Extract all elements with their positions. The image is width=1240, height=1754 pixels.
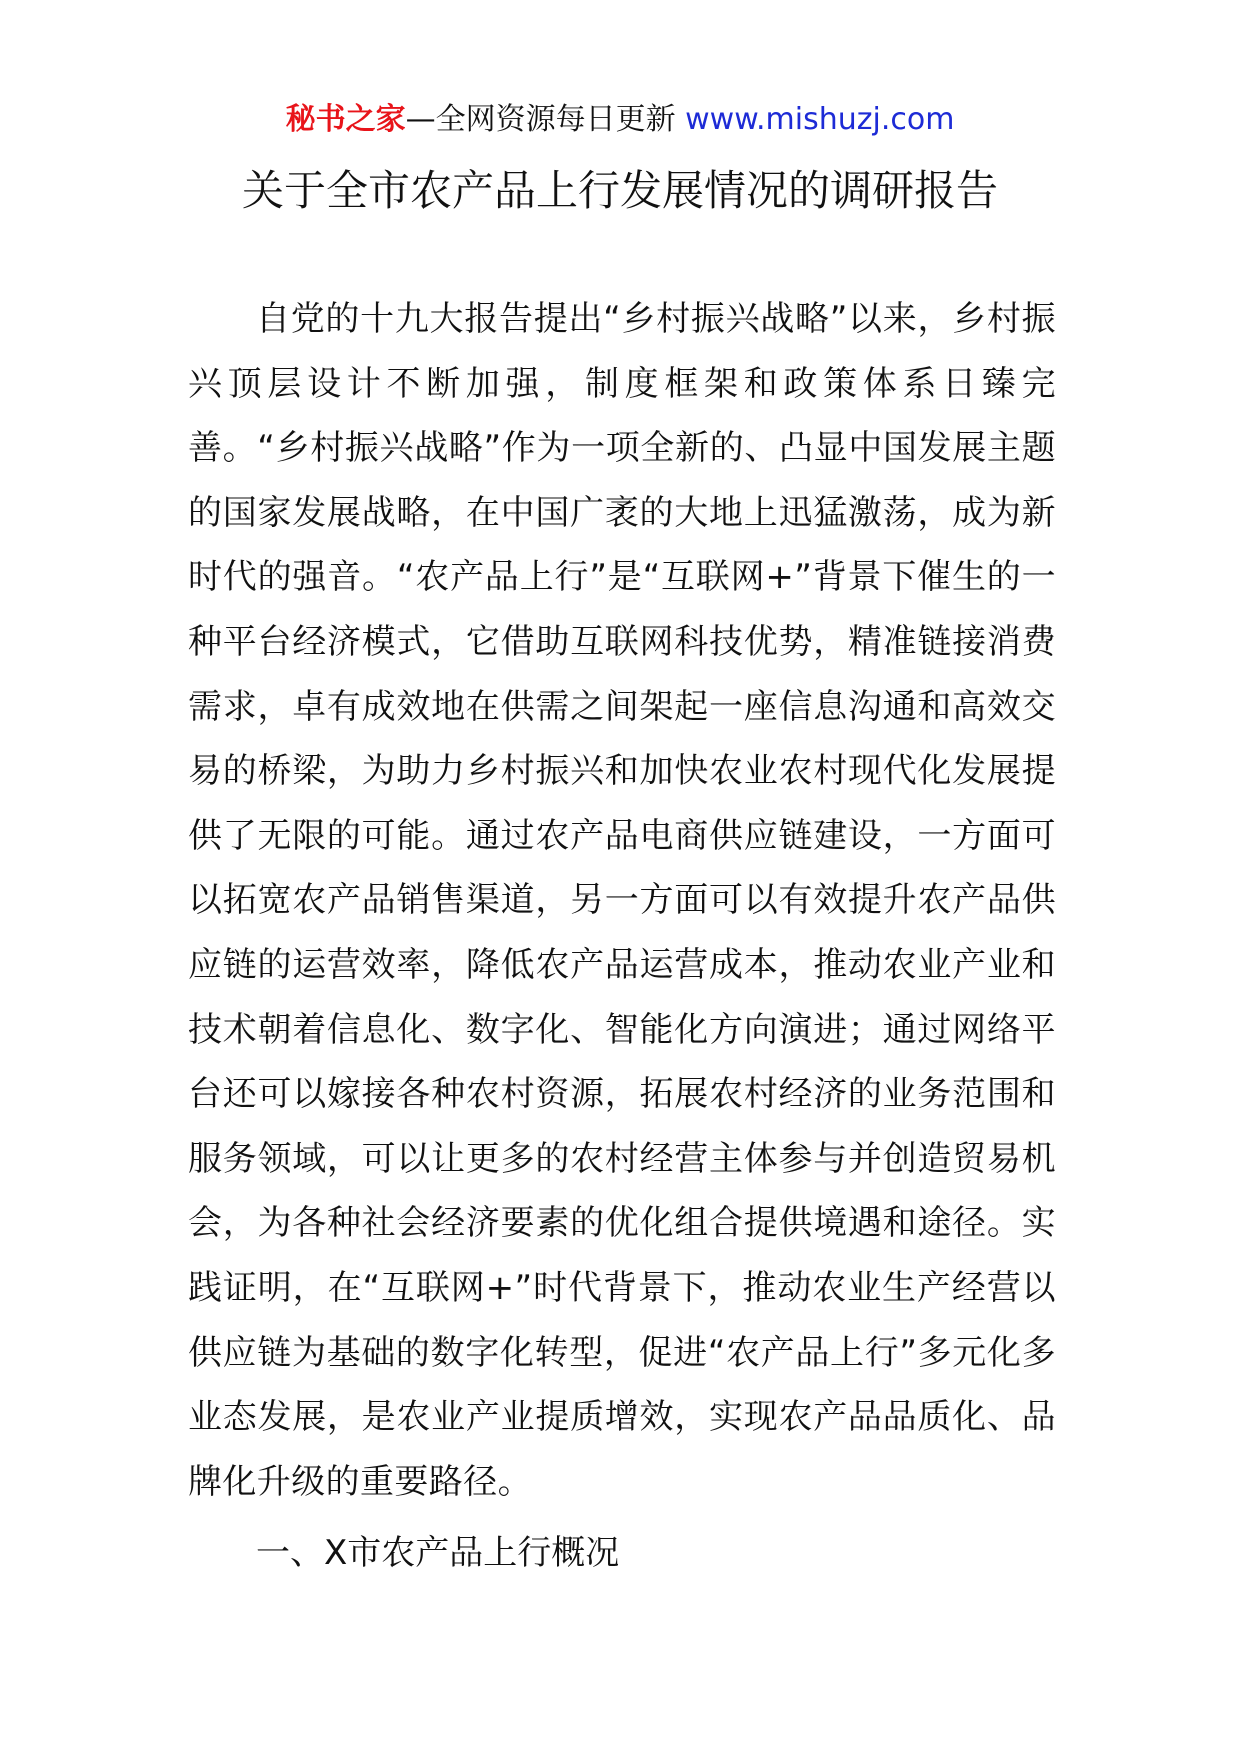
site-tagline: —全网资源每日更新 (405, 102, 686, 137)
site-url-link[interactable]: www.mishuzj.com (685, 102, 955, 137)
intro-paragraph: 自党的十九大报告提出“乡村振兴战略”以来，乡村振兴顶层设计不断加强，制度框架和政策体系日臻完善。“乡村振兴战略”作为一项全新的、凸显中国发展主题的国家发展战略，在中国广袤的大地上迅猛激荡，成为新时代的强音。“农产品上行”是“互联网+”背景下催生的一种平台经济模式，它借助互联网科技优势，精准链接消费需求，卓有成效地在供需之间架起一座信息沟通和高效交易的桥梁，为助力乡村振兴和加快农业农村现代化发展提供了无限的可能。通过农产品电商供应链建设，一方面可以拓宽农产品销售渠道，另一方面可以有效提升农产品供应链的运营效率，降低农产品运营成本，推动农业产业和技术朝着信息化、数字化、智能化方向演进；通过网络平台还可以嫁接各种农村资源，拓展农村经济的业务范围和服务领域，可以让更多的农村经营主体参与并创造贸易机会，为各种社会经济要素的优化组合提供境遇和途径。实践证明，在“互联网+”时代背景下，推动农业生产经营以供应链为基础的数字化转型，促进“农产品上行”多元化多业态发展，是农业产业提质增效，实现农产品品质化、品牌化升级的重要路径。 (188, 299, 1056, 1502)
site-name: 秘书之家 (285, 102, 406, 137)
section-heading: 一、X市农产品上行概况 (256, 1533, 620, 1573)
document-title: 关于全市农产品上行发展情况的调研报告 (241, 166, 998, 215)
site-header (0, 100, 1240, 140)
